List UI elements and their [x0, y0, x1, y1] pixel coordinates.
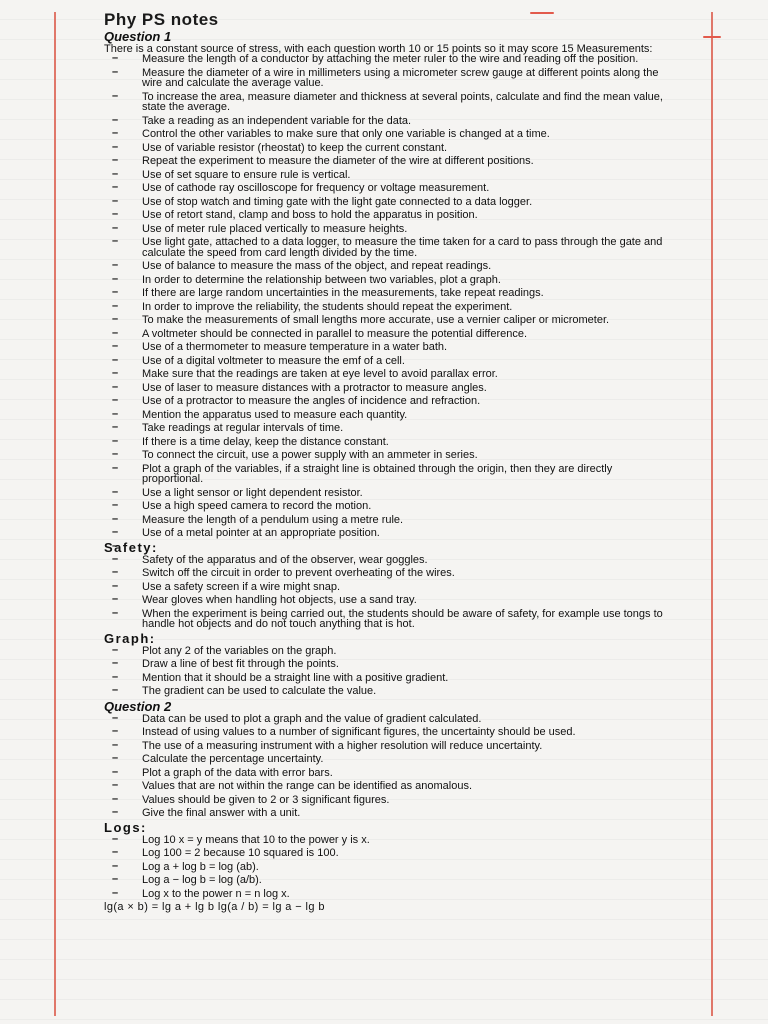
list-item: – Values that are not within the range can be identified as anomalous. — [104, 781, 664, 792]
page-title: Phy PS notes — [104, 10, 219, 29]
list-item: – Data can be used to plot a graph and the value of gradient calculated. — [104, 714, 664, 725]
list-item: – If there is a time delay, keep the distance constant. — [104, 437, 664, 448]
list-item: – Draw a line of best fit through the points. — [104, 659, 664, 670]
list-item: – Use of meter rule placed vertically to measure heights. — [104, 224, 664, 235]
list-item: – Use of stop watch and timing gate with the light gate connected to a data logger. — [104, 197, 664, 208]
list-item: – Measure the length of a pendulum using a metre rule. — [104, 515, 664, 526]
list-item: – To increase the area, measure diameter and thickness at several points, calculate and find the mean value, state the average. — [104, 92, 664, 113]
list-item: – Log a + log b = log (ab). — [104, 862, 664, 873]
list-item: – Measure the diameter of a wire in millimeters using a micrometer screw gauge at different points along the wire and calculate the average value. — [104, 68, 664, 89]
logs-list — [104, 835, 664, 900]
question-1-list — [104, 54, 664, 539]
list-item: – In order to improve the reliability, the students should repeat the experiment. — [104, 302, 664, 313]
list-item: – Use a light sensor or light dependent resistor. — [104, 488, 664, 499]
notes-content — [104, 12, 664, 913]
right-margin-line — [711, 12, 713, 1016]
question-2-heading: Question 2 — [104, 698, 172, 714]
list-item: – Use of a thermometer to measure temperature in a water bath. — [104, 342, 664, 353]
list-item: – Safety of the apparatus and of the observer, wear goggles. — [104, 555, 664, 566]
list-item: – Mention the apparatus used to measure each quantity. — [104, 410, 664, 421]
safety-list — [104, 555, 664, 630]
list-item: – Use of a digital voltmeter to measure the emf of a cell. — [104, 356, 664, 367]
list-item: – The use of a measuring instrument with a higher resolution will reduce uncertainty. — [104, 741, 664, 752]
list-item: – Make sure that the readings are taken at eye level to avoid parallax error. — [104, 369, 664, 380]
list-item: – Wear gloves when handling hot objects, use a sand tray. — [104, 595, 664, 606]
list-item: – Take readings at regular intervals of time. — [104, 423, 664, 434]
list-item: – The gradient can be used to calculate the value. — [104, 686, 664, 697]
list-item: – To make the measurements of small lengths more accurate, use a vernier caliper or micrometer. — [104, 315, 664, 326]
list-item: – Use of a protractor to measure the angles of incidence and refraction. — [104, 396, 664, 407]
list-item: – Use of a metal pointer at an appropriate position. — [104, 528, 664, 539]
list-item: – Instead of using values to a number of significant figures, the uncertainty should be used. — [104, 727, 664, 738]
left-margin-line — [54, 12, 56, 1016]
list-item: – When the experiment is being carried out, the students should be aware of safety, for example use tongs to handle hot objects and do not touch anything that is hot. — [104, 609, 664, 630]
list-item: – Use of variable resistor (rheostat) to keep the current constant. — [104, 143, 664, 154]
list-item: – Take a reading as an independent variable for the data. — [104, 116, 664, 127]
list-item: – Use of set square to ensure rule is vertical. — [104, 170, 664, 181]
red-ink-mark — [703, 36, 721, 38]
graph-heading: Graph: — [104, 630, 156, 646]
list-item: – Use of balance to measure the mass of the object, and repeat readings. — [104, 261, 664, 272]
logs-heading: Logs: — [104, 819, 147, 835]
list-item: – Use of retort stand, clamp and boss to hold the apparatus in position. — [104, 210, 664, 221]
list-item: – Give the final answer with a unit. — [104, 808, 664, 819]
list-item: – Use a high speed camera to record the motion. — [104, 501, 664, 512]
list-item: – Log 100 = 2 because 10 squared is 100. — [104, 848, 664, 859]
list-item: – Use of cathode ray oscilloscope for frequency or voltage measurement. — [104, 183, 664, 194]
list-item: – Log x to the power n = n log x. — [104, 889, 664, 900]
log-formula: lg(a × b) = lg a + lg b lg(a / b) = lg a − lg b — [104, 901, 325, 913]
list-item: – Plot any 2 of the variables on the graph. — [104, 646, 664, 657]
list-item: – In order to determine the relationship between two variables, plot a graph. — [104, 275, 664, 286]
list-item: – Use a safety screen if a wire might snap. — [104, 582, 664, 593]
list-item: – Log a − log b = log (a/b). — [104, 875, 664, 886]
list-item: – Mention that it should be a straight line with a positive gradient. — [104, 673, 664, 684]
list-item: – Plot a graph of the variables, if a straight line is obtained through the origin, then they are directly proportional. — [104, 464, 664, 485]
graph-list — [104, 646, 664, 697]
list-item: – Repeat the experiment to measure the diameter of the wire at different positions. — [104, 156, 664, 167]
list-item: – Plot a graph of the data with error bars. — [104, 768, 664, 779]
list-item: – Use light gate, attached to a data logger, to measure the time taken for a card to pass through the gate and calculate the speed from card length divided by the time. — [104, 237, 664, 258]
list-item: – Control the other variables to make sure that only one variable is changed at a time. — [104, 129, 664, 140]
list-item: – Use of laser to measure distances with a protractor to measure angles. — [104, 383, 664, 394]
list-item: – Calculate the percentage uncertainty. — [104, 754, 664, 765]
list-item: – Log 10 x = y means that 10 to the power y is x. — [104, 835, 664, 846]
list-item: – Values should be given to 2 or 3 significant figures. — [104, 795, 664, 806]
list-item: – Measure the length of a conductor by attaching the meter ruler to the wire and reading off the position. — [104, 54, 664, 65]
list-item: – Switch off the circuit in order to prevent overheating of the wires. — [104, 568, 664, 579]
question-2-list — [104, 714, 664, 819]
question-1-heading: Question 1 — [104, 29, 172, 44]
list-item: – A voltmeter should be connected in parallel to measure the potential difference. — [104, 329, 664, 340]
list-item: – If there are large random uncertainties in the measurements, take repeat readings. — [104, 288, 664, 299]
safety-heading: Safety: — [104, 539, 158, 555]
question-1-intro: There is a constant source of stress, with each question worth 10 or 15 points so it may score 15 Measurements: — [104, 43, 653, 55]
list-item: – To connect the circuit, use a power supply with an ammeter in series. — [104, 450, 664, 461]
